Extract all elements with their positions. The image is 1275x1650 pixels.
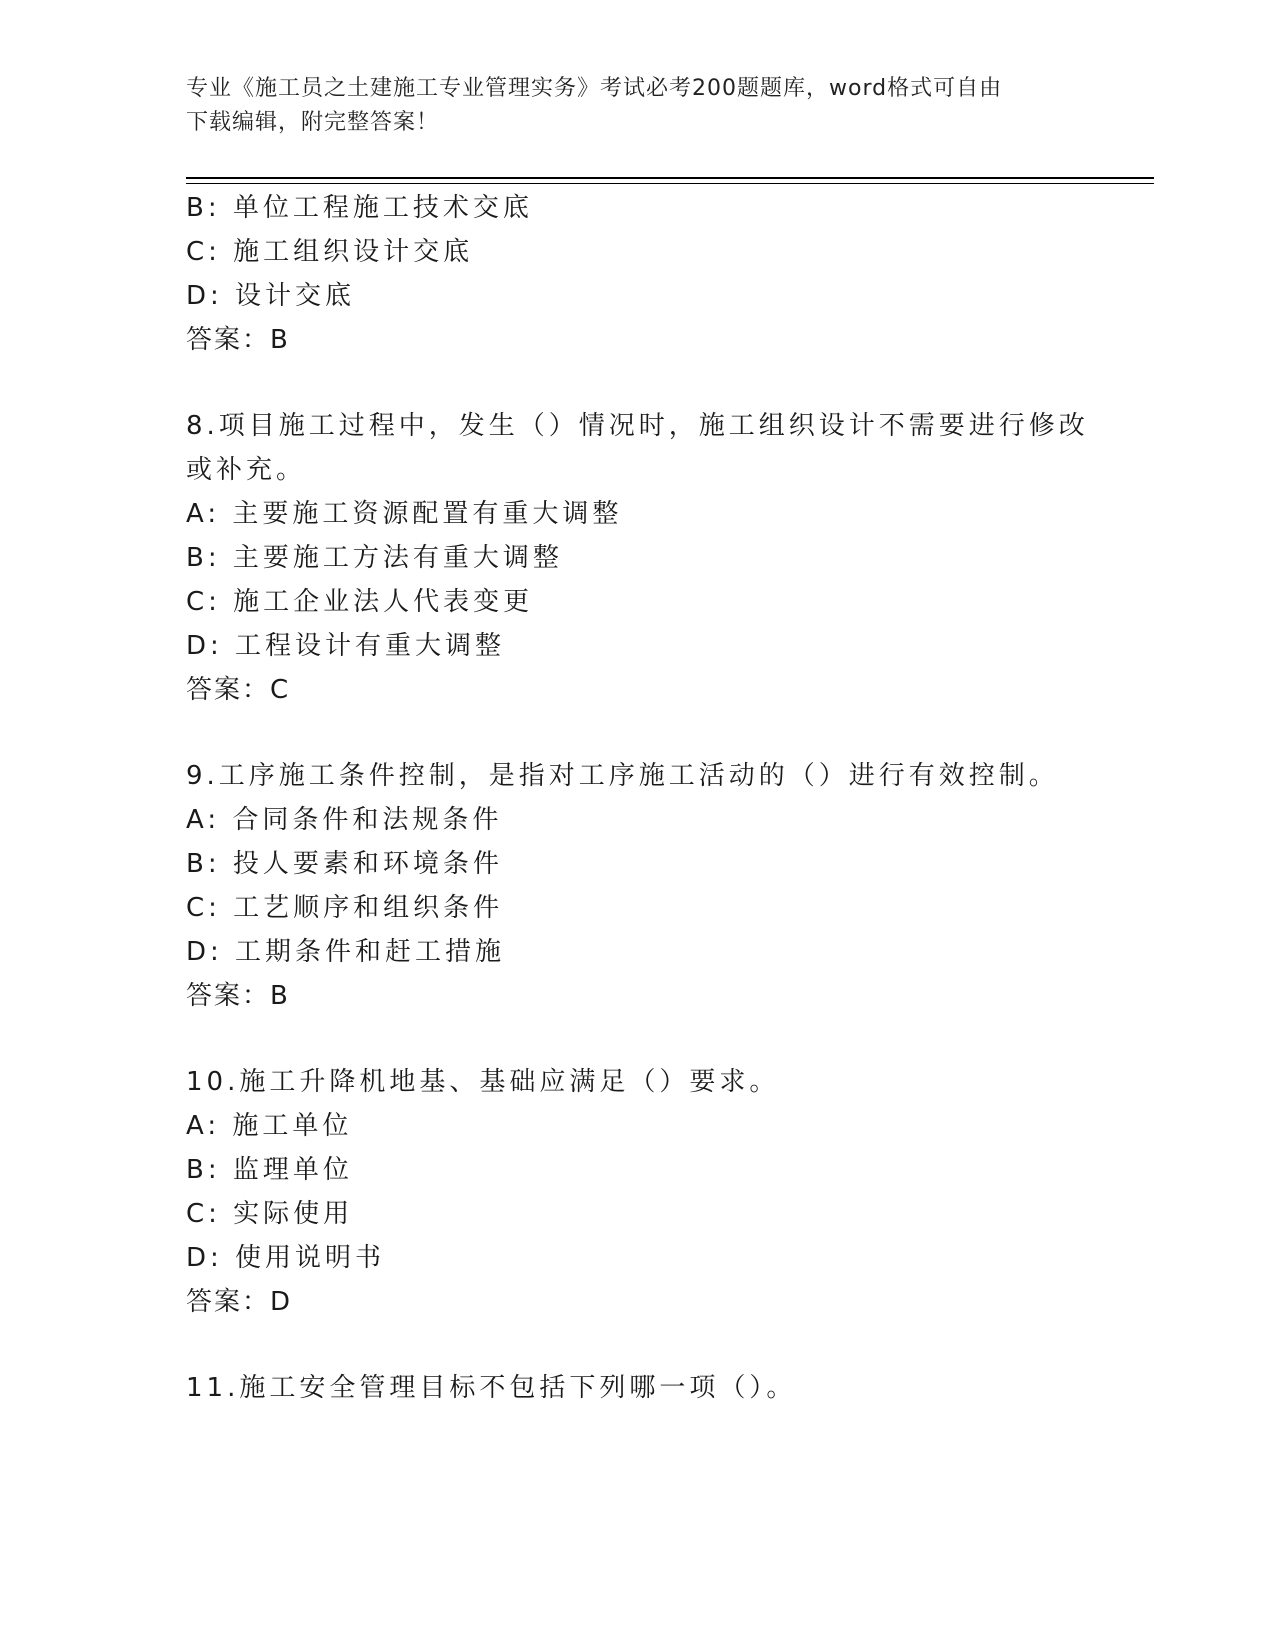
option-a-q10: A: 施工单位	[186, 1111, 353, 1141]
question-10: 10.施工升降机地基、基础应满足（）要求。	[186, 1067, 780, 1097]
question-8-line-2: 或补充。	[186, 455, 307, 485]
header-line-1: 专业《施工员之土建施工专业管理实务》考试必考200题题库，word格式可自由	[186, 76, 1003, 101]
option-b-q10: B: 监理单位	[186, 1155, 353, 1185]
option-b-q7: B: 单位工程施工技术交底	[186, 193, 533, 223]
option-b-q9: B: 投人要素和环境条件	[186, 849, 503, 879]
answer-q8: 答案：C	[186, 675, 291, 705]
header-line-2: 下载编辑，附完整答案！	[186, 110, 440, 135]
option-d-q10: D: 使用说明书	[186, 1243, 386, 1273]
answer-q9: 答案：B	[186, 981, 290, 1011]
option-b-q8: B: 主要施工方法有重大调整	[186, 543, 563, 573]
option-d-q7: D: 设计交底	[186, 281, 356, 311]
header-divider-thin	[186, 183, 1154, 184]
answer-q7: 答案：B	[186, 325, 290, 355]
option-c-q10: C: 实际使用	[186, 1199, 354, 1229]
question-11: 11.施工安全管理目标不包括下列哪一项（）。	[186, 1373, 797, 1403]
question-8-line-1: 8.项目施工过程中，发生（）情况时，施工组织设计不需要进行修改	[186, 411, 1089, 441]
option-d-q8: D: 工程设计有重大调整	[186, 631, 506, 661]
option-d-q9: D: 工期条件和赶工措施	[186, 937, 506, 967]
option-c-q7: C: 施工组织设计交底	[186, 237, 474, 267]
option-c-q8: C: 施工企业法人代表变更	[186, 587, 534, 617]
question-9: 9.工序施工条件控制，是指对工序施工活动的（）进行有效控制。	[186, 761, 1059, 791]
answer-q10: 答案：D	[186, 1287, 293, 1317]
document-header	[186, 72, 1066, 140]
header-divider-thick	[186, 177, 1154, 179]
option-a-q8: A: 主要施工资源配置有重大调整	[186, 499, 623, 529]
option-a-q9: A: 合同条件和法规条件	[186, 805, 503, 835]
option-c-q9: C: 工艺顺序和组织条件	[186, 893, 504, 923]
